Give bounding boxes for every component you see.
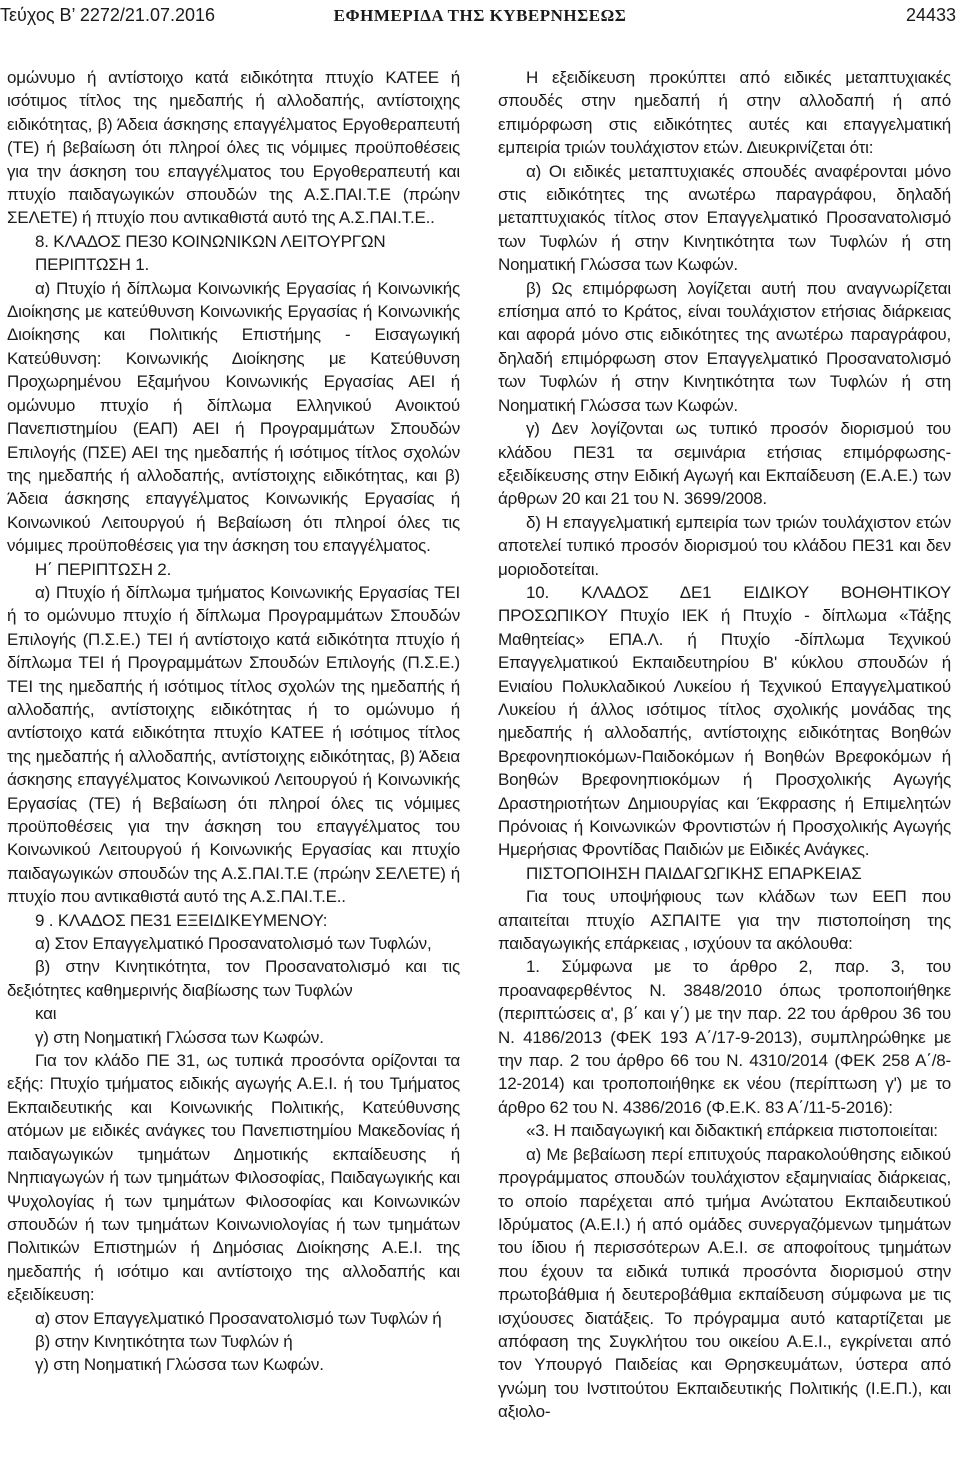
paragraph: β) Ως επιμόρφωση λογίζεται αυτή που αναγνωρίζεται επίσημα από το Κράτος, είναι τουλάχιστον ετήσιας διάρκειας και αφορά μόνο στις ειδικότητες της ανωτέρω παραγράφου, δηλαδή επιμόρφωση στον Επαγγελματικό Προσανατολισμό των Τυφλών ή στην Κινητικότητα των Τυφλών ή στη Νοηματική Γλώσσα των Κωφών. (498, 278, 951, 415)
paragraph: α) Πτυχίο ή δίπλωμα Κοινωνικής Εργασίας ή Κοινωνικής Διοίκησης με κατεύθυνση Κοινωνικής Εργασίας ή Κοινωνικής Διοίκησης και Πολιτικής Επιστήμης - Εισαγωγική Κατεύθυνση: Κοινωνικής Διοίκησης με Κατεύθυνση Προχωρημένου Εξαμήνου Κοινωνικής Εργασίας ΑΕΙ ή ομώνυμο πτυχίο ή δίπλωμα Ελληνικού Ανοικτού Πανεπιστημίου (ΕΑΠ) ΑΕΙ ή Προγραμμάτων Σπουδών Επιλογής (ΠΣΕ) ΑΕΙ της ημεδαπής ή ισότιμος τίτλος σχολών της ημεδαπής ή αλλοδαπής, αντίστοιχης ειδικότητας, και β) Άδεια άσκησης επαγγέλματος Κοινωνικής Εργασίας ή Κοινωνικού Λειτουργού ή Βεβαίωση ότι πληροί όλες τις νόμιμες προϋποθέσεις για την άσκηση του επαγγέλματος. (7, 278, 460, 556)
list-item: β) στην Κινητικότητα των Τυφλών ή (35, 1331, 293, 1351)
list-item: β) στην Κινητικότητα, τον Προσανατολισμό και τις δεξιότητες καθημερινής διαβίωσης των Τυφλών (7, 957, 460, 1000)
gazette-title: ΕΦΗΜΕΡΙΔΑ ΤΗΣ ΚΥΒΕΡΝΗΣΕΩΣ (333, 6, 627, 25)
page-header (0, 0, 960, 34)
paragraph: Για τους υποψήφιους των κλάδων των ΕΕΠ που απαιτείται πτυχίο ΑΣΠΑΙΤΕ για την πιστοποίηση της παιδαγωγικής επάρκειας , ισχύουν τα ακόλουθα: (498, 887, 951, 954)
paragraph: γ) Δεν λογίζονται ως τυπικό προσόν διορισμού του κλάδου ΠΕ31 τα σεμινάρια ετήσιας επιμόρφωσης-εξειδίκευσης στην Ειδική Αγωγή και Εκπαίδευση (Ε.Α.Ε.) των άρθρων 20 και 21 του Ν. 3699/2008. (498, 419, 951, 509)
list-item: γ) στη Νοηματική Γλώσσα των Κωφών. (35, 1355, 324, 1375)
page-number: 24433 (905, 5, 956, 25)
list-item: α) Στον Επαγγελματικό Προσανατολισμό των Τυφλών, (35, 934, 432, 954)
paragraph: «3. Η παιδαγωγική και διδακτική επάρκεια πιστοποιείται: (526, 1121, 938, 1141)
paragraph: δ) Η επαγγελματική εμπειρία των τριών τουλάχιστον ετών αποτελεί τυπικό προσόν διορισμού του κλάδου ΠΕ31 και δεν μοριοδοτείται. (498, 512, 951, 579)
paragraph: Η εξειδίκευση προκύπτει από ειδικές μεταπτυχιακές σπουδές στην ημεδαπή ή στην αλλοδαπή ή από επιμόρφωση στις ειδικότητες αυτές και επαγγελματική εμπειρία τριών τουλάχιστον ετών. Διευκρινίζεται ότι: (498, 68, 951, 158)
right-column (498, 66, 951, 1424)
section-heading: ΠΙΣΤΟΠΟΙΗΣΗ ΠΑΙΔΑΓΩΓΙΚΗΣ ΕΠΑΡΚΕΙΑΣ (526, 863, 862, 883)
list-item: γ) στη Νοηματική Γλώσσα των Κωφών. (35, 1027, 324, 1047)
paragraph: ομώνυμο ή αντίστοιχο κατά ειδικότητα πτυχίο ΚΑΤΕΕ ή ισότιμος τίτλος της ημεδαπής ή αλλοδαπής, αντίστοιχης ειδικότητας, β) Άδεια άσκησης επαγγέλματος Εργοθεραπευτή (ΤΕ) ή βεβαίωση ότι πληροί όλες τις νόμιμες προϋποθέσεις για την άσκηση του επαγγέλματος του Εργοθεραπευτή και πτυχίο παιδαγωγικών σπουδών της Α.Σ.ΠΑΙ.Τ.Ε (πρώην ΣΕΛΕΤΕ) ή πτυχίο που αντικαθιστά αυτό της Α.Σ.ΠΑΙ.Τ.Ε.. (7, 68, 460, 228)
paragraph: α) Οι ειδικές μεταπτυχιακές σπουδές αναφέρονται μόνο στις ειδικότητες της ανωτέρω παραγράφου, δηλαδή μεταπτυχιακός τίτλος στον Επαγγελματικό Προσανατολισμό των Τυφλών ή στην Κινητικότητα των Τυφλών ή στη Νοηματική Γλώσσα των Κωφών. (498, 161, 951, 275)
paragraph: α) Με βεβαίωση περί επιτυχούς παρακολούθησης ειδικού προγράμματος σπουδών τουλάχιστον εξαμηνιαίας διάρκειας, το οποίο παρέχεται από τμήμα Ανώτατου Εκπαιδευτικού Ιδρύματος (Α.Ε.Ι.) ή από ομάδες συνεργαζόμενων τμημάτων του ίδιου ή περισσότερων Α.Ε.Ι. σε αποφοίτους τμημάτων που έχουν τα ειδικά τυπικά προσόντα διορισμού στην πρωτοβάθμια ή δευτεροβάθμια εκπαίδευση σύμφωνα με τις ισχύουσες διατάξεις. Το πρόγραμμα αυτό καταρτίζεται με απόφαση της Συγκλήτου του οικείου Α.Ε.Ι., εγκρίνεται από τον Υπουργό Παιδείας και Θρησκευμάτων, ύστερα από γνώμη του Ινστιτούτου Εκπαιδευτικής Πολιτικής (Ι.Ε.Π.), και αξιολο- (498, 1144, 951, 1422)
list-item: και (35, 1004, 57, 1024)
left-column (7, 66, 460, 1377)
paragraph: Για τον κλάδο ΠΕ 31, ως τυπικά προσόντα ορίζονται τα εξής: Πτυχίο τμήματος ειδικής αγωγής Α.Ε.Ι. ή του Τμήματος Εκπαιδευτικής και Κοινωνικής Πολιτικής, Κατεύθυνσης ατόμων με ειδικές ανάγκες του Πανεπιστημίου Μακεδονίας ή παιδαγωγικών τμημάτων Δημοτικής εκπαίδευσης ή Νηπιαγωγών ή των τμημάτων Φιλοσοφίας, Παιδαγωγικής και Ψυχολογίας ή των τμημάτων Φιλοσοφίας και Κοινωνικών σπουδών ή των τμημάτων Κοινωνιολογίας ή των τμημάτων Πολιτικών Επιστημών ή Δημόσιας Διοίκησης Α.Ε.Ι. της ημεδαπής ή ισότιμο και αντίστοιχο της αλλοδαπής και εξειδίκευση: (7, 1051, 460, 1305)
subsection-heading: Η΄ ΠΕΡΙΠΤΩΣΗ 2. (35, 559, 172, 579)
section-heading: 8. ΚΛΑΔΟΣ ΠΕ30 ΚΟΙΝΩΝΙΚΩΝ ΛΕΙΤΟΥΡΓΩΝ (35, 231, 386, 251)
subsection-heading: ΠΕΡΙΠΤΩΣΗ 1. (35, 255, 150, 275)
paragraph: 1. Σύμφωνα με το άρθρο 2, παρ. 3, του προαναφερθέντος Ν. 3848/2010 όπως τροποποιήθηκε (περιπτώσεις α', β΄ και γ΄) με την παρ. 22 του άρθρου 36 του Ν. 4186/2013 (ΦΕΚ 193 Α΄/17-9-2013), συμπληρώθηκε με την παρ. 2 του άρθρο 66 του Ν. 4310/2014 (ΦΕΚ 258 Α΄/8-12-2014) και τροποποιήθηκε εκ νέου (περίπτωση γ') με το άρθρο 62 του Ν. 4386/2016 (Φ.Ε.Κ. 83 Α΄/11-5-2016): (498, 957, 951, 1117)
paragraph: 10. ΚΛΑΔΟΣ ΔΕ1 ΕΙΔΙΚΟΥ ΒΟΗΘΗΤΙΚΟΥ ΠΡΟΣΩΠΙΚΟΥ Πτυχίο ΙΕΚ ή Πτυχίο - δίπλωμα «Τάξης Μαθητείας» ΕΠΑ.Λ. ή Πτυχίο -δίπλωμα Τεχνικού Επαγγελματικού Εκπαιδευτηρίου Β' κύκλου σπουδών ή Ενιαίου Πολυκλαδικού Λυκείου ή Τεχνικού Επαγγελματικού Λυκείου ή άλλος ισότιμος τίτλος σχολικής μονάδας της ημεδαπής ή αλλοδαπής, αντίστοιχης ειδικότητας Βοηθών Βρεφονηπιοκόμων-Παιδοκόμων ή Βοηθών Βρεφοκόμων ή Βοηθών Βρεφονηπιοκόμων ή Προσχολικής Αγωγής Δραστηριοτήτων Δημιουργίας και Έκφρασης ή Επιμελητών Πρόνοιας ή Κοινωνικών Φροντιστών ή Προσχολικής Αγωγής Ημερήσιας Φροντίδας Παιδιών με Ειδικές Ανάγκες. (498, 582, 951, 860)
paragraph: α) Πτυχίο ή δίπλωμα τμήματος Κοινωνικής Εργασίας ΤΕΙ ή το ομώνυμο πτυχίο ή δίπλωμα Προγραμμάτων Σπουδών Επιλογής (Π.Σ.Ε.) ΤΕΙ ή αντίστοιχο κατά ειδικότητα πτυχίο ή δίπλωμα ΤΕΙ ή Προγραμμάτων Σπουδών Επιλογής (Π.Σ.Ε.) ΤΕΙ της ημεδαπής ή ισότιμος τίτλος σχολών της ημεδαπής ή αλλοδαπής, αντίστοιχης ειδικότητας ή το ομώνυμο ή αντίστοιχο κατά ειδικότητα πτυχίο ΚΑΤΕΕ ή ισότιμος τίτλος της ημεδαπής ή αλλοδαπής, αντίστοιχης ειδικότητας, β) Άδεια άσκησης επαγγέλματος Κοινωνικού Λειτουργού ή Κοινωνικής Εργασίας (ΤΕ) ή Βεβαίωση ότι πληροί όλες τις νόμιμες προϋποθέσεις για την άσκηση του επαγγέλματος του Κοινωνικού Λειτουργού ή Κοινωνικής Εργασίας και πτυχίο παιδαγωγικών σπουδών της Α.Σ.ΠΑΙ.Τ.Ε (πρώην ΣΕΛΕΤΕ) ή πτυχίο που αντικαθιστά αυτό της Α.Σ.ΠΑΙ.Τ.Ε.. (7, 582, 460, 907)
list-item: α) στον Επαγγελματικό Προσανατολισμό των Τυφλών ή (35, 1308, 442, 1328)
issue-number: Τεύχος B’ 2272/21.07.2016 (0, 5, 216, 25)
section-heading: 9 . ΚΛΑΔΟΣ ΠΕ31 ΕΞΕΙΔΙΚΕΥΜΕΝΟΥ: (35, 910, 328, 930)
